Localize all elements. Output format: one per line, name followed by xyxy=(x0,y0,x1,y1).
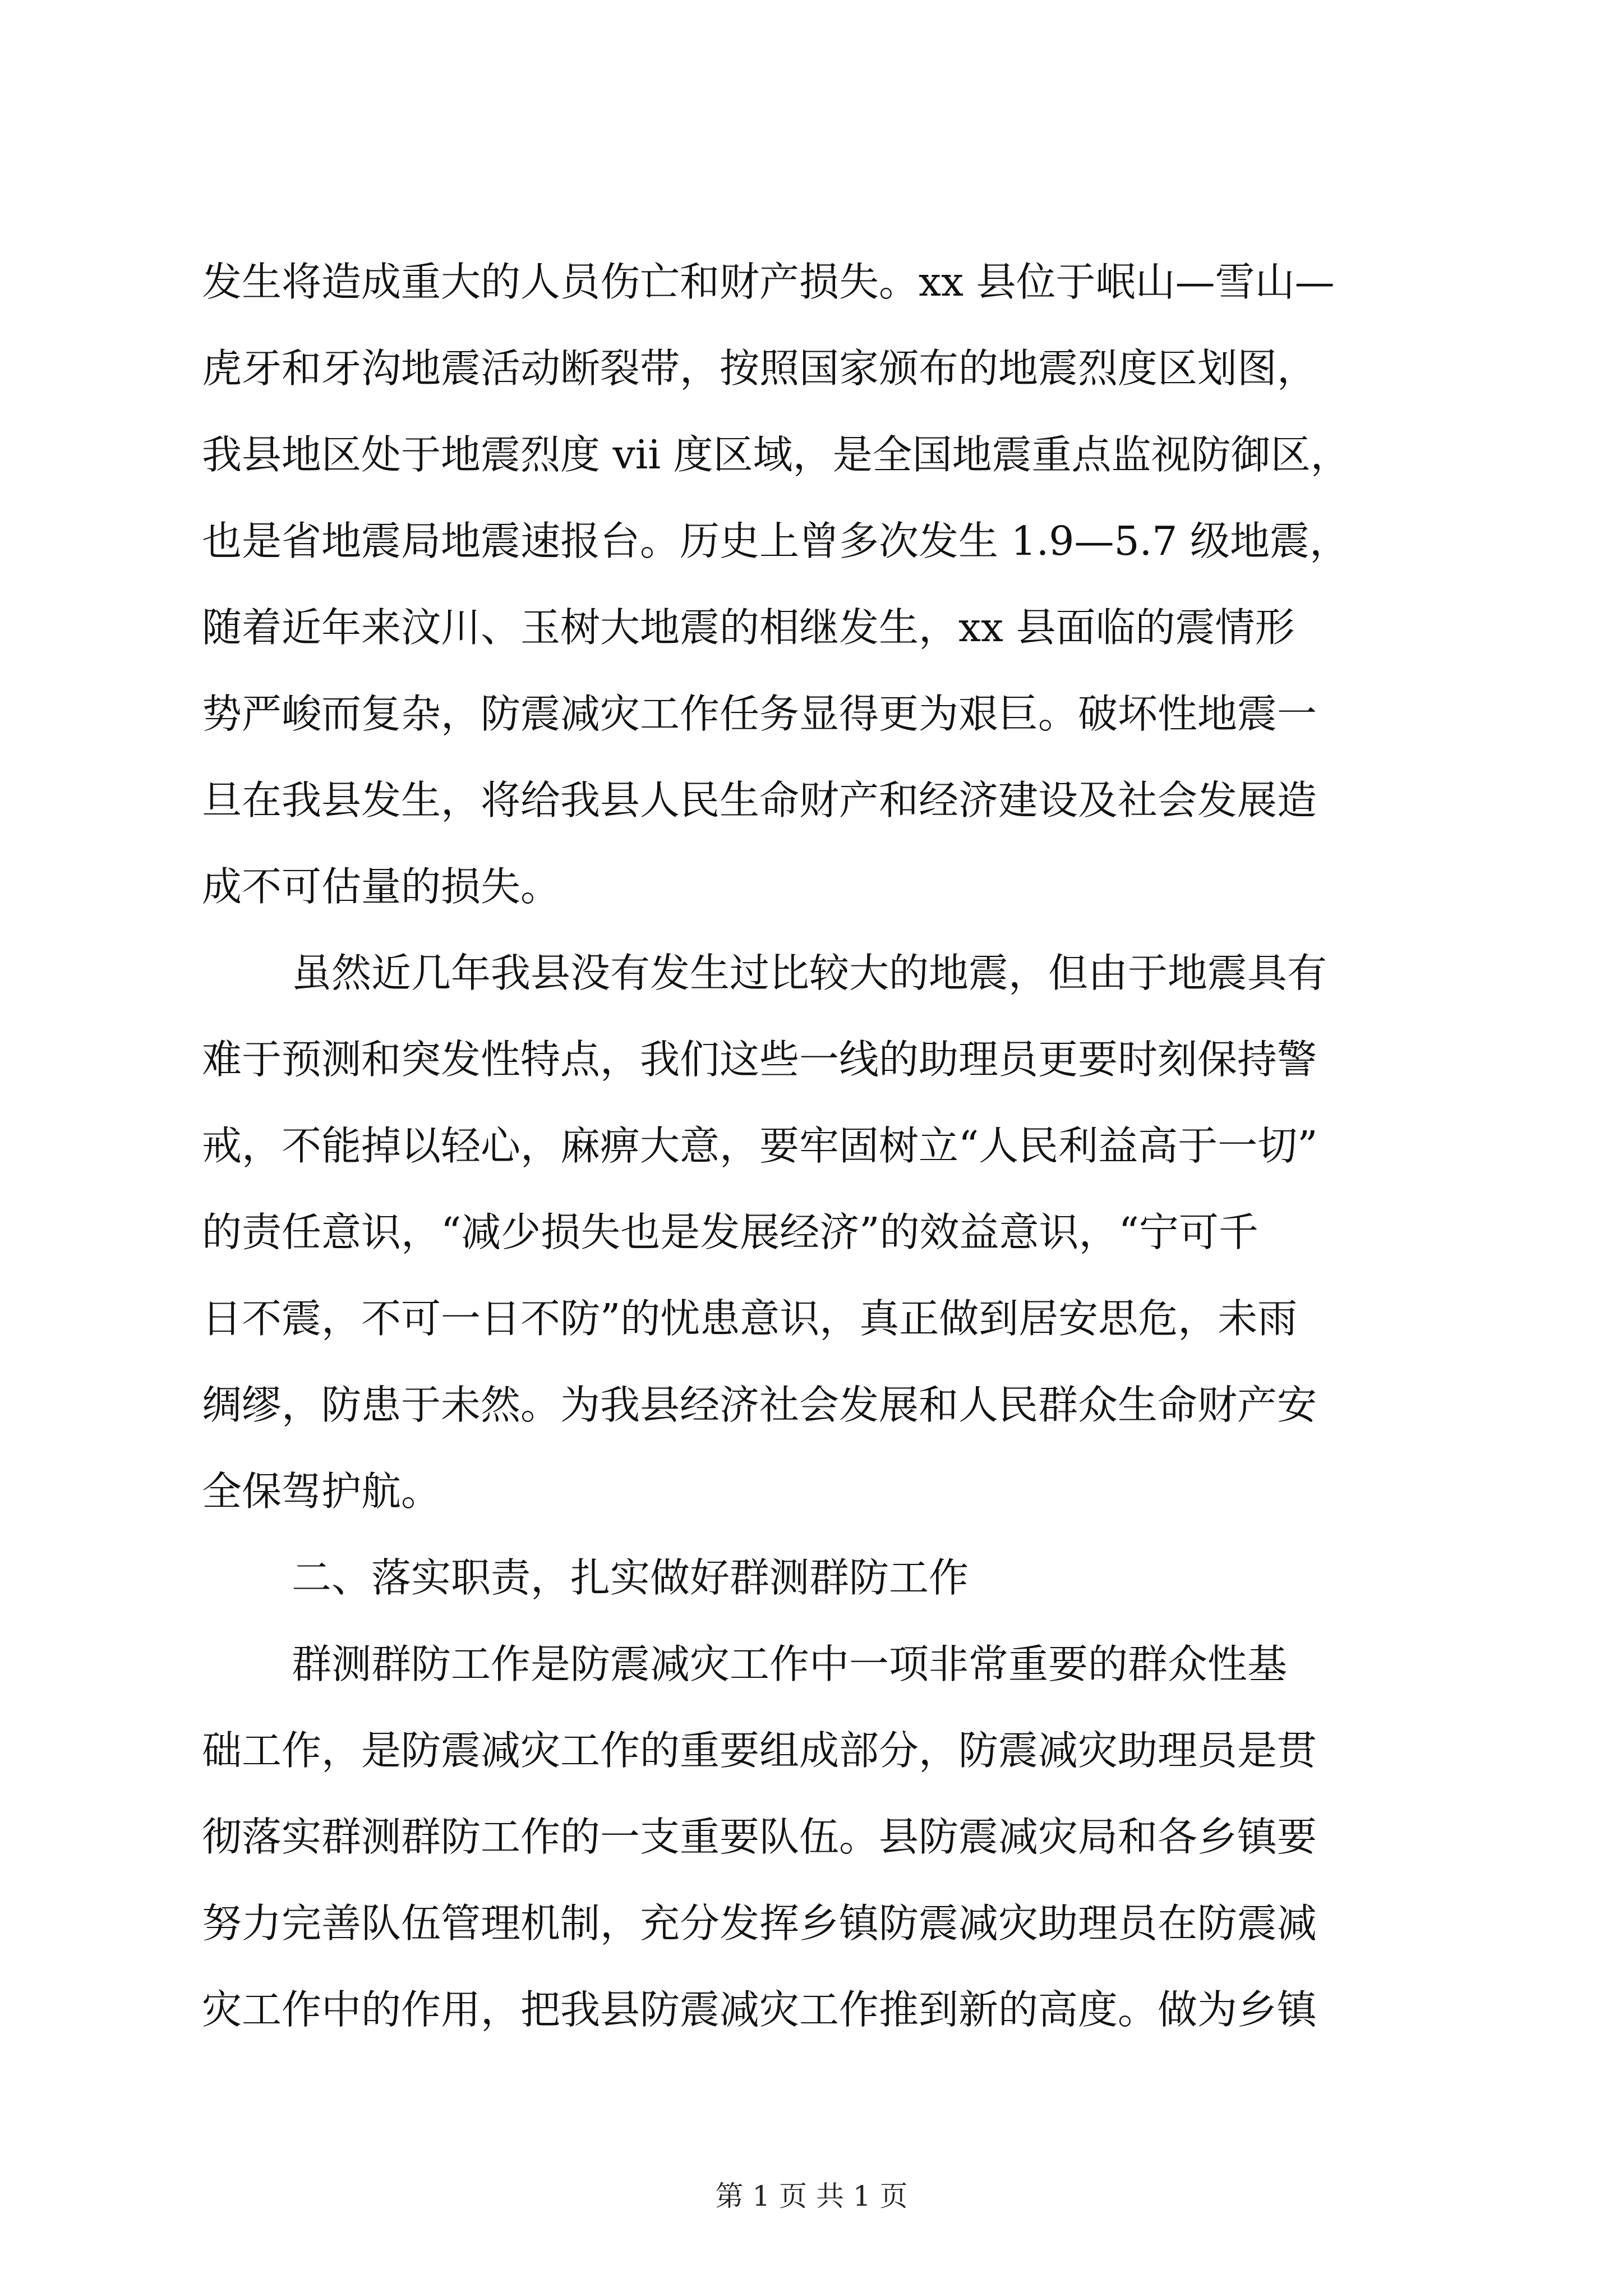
body-line-12: 的责任意识，“减少损失也是发展经济”的效益意识，“宁可千 xyxy=(202,1209,1258,1255)
body-line-5: 随着近年来汶川、玉树大地震的相继发生，xx 县面临的震情形 xyxy=(202,604,1295,651)
body-line-8: 成不可估量的损失。 xyxy=(202,863,561,910)
body-line-1: 发生将造成重大的人员伤亡和财产损失。xx 县位于岷山—雪山— xyxy=(202,259,1335,305)
body-line-4: 也是省地震局地震速报台。历史上曾多次发生 1.9—5.7 级地震， xyxy=(202,518,1349,564)
body-line-17: 群测群防工作是防震减灾工作中一项非常重要的群众性基 xyxy=(292,1641,1288,1687)
body-line-18: 础工作，是防震减灾工作的重要组成部分，防震减灾助理员是贯 xyxy=(202,1727,1317,1774)
section-heading: 二、落实职责，扎实做好群测群防工作 xyxy=(292,1554,969,1601)
body-line-9: 虽然近几年我县没有发生过比较大的地震，但由于地震具有 xyxy=(292,950,1327,996)
body-line-15: 全保驾护航。 xyxy=(202,1468,441,1515)
body-line-14: 绸缪，防患于未然。为我县经济社会发展和人民群众生命财产安 xyxy=(202,1382,1317,1428)
body-line-7: 旦在我县发生，将给我县人民生命财产和经济建设及社会发展造 xyxy=(202,777,1317,823)
body-line-19: 彻落实群测群防工作的一支重要队伍。县防震减灾局和各乡镇要 xyxy=(202,1814,1317,1860)
body-line-2: 虎牙和牙沟地震活动断裂带，按照国家颁布的地震烈度区划图， xyxy=(202,345,1317,392)
body-line-10: 难于预测和突发性特点，我们这些一线的助理员更要时刻保持警 xyxy=(202,1036,1317,1083)
body-line-11: 戒，不能掉以轻心，麻痹大意，要牢固树立“人民利益高于一切” xyxy=(202,1122,1318,1169)
page-number-footer: 第 1 页 共 1 页 xyxy=(715,2180,908,2212)
body-line-3: 我县地区处于地震烈度 vii 度区域，是全国地震重点监视防御区， xyxy=(202,431,1350,478)
body-line-20: 努力完善队伍管理机制，充分发挥乡镇防震减灾助理员在防震减 xyxy=(202,1900,1317,1947)
body-line-21: 灾工作中的作用，把我县防震减灾工作推到新的高度。做为乡镇 xyxy=(202,1986,1317,2033)
body-line-13: 日不震，不可一日不防”的忧患意识，真正做到居安思危，未雨 xyxy=(202,1295,1298,1342)
body-line-6: 势严峻而复杂，防震减灾工作任务显得更为艰巨。破坏性地震一 xyxy=(202,691,1317,737)
